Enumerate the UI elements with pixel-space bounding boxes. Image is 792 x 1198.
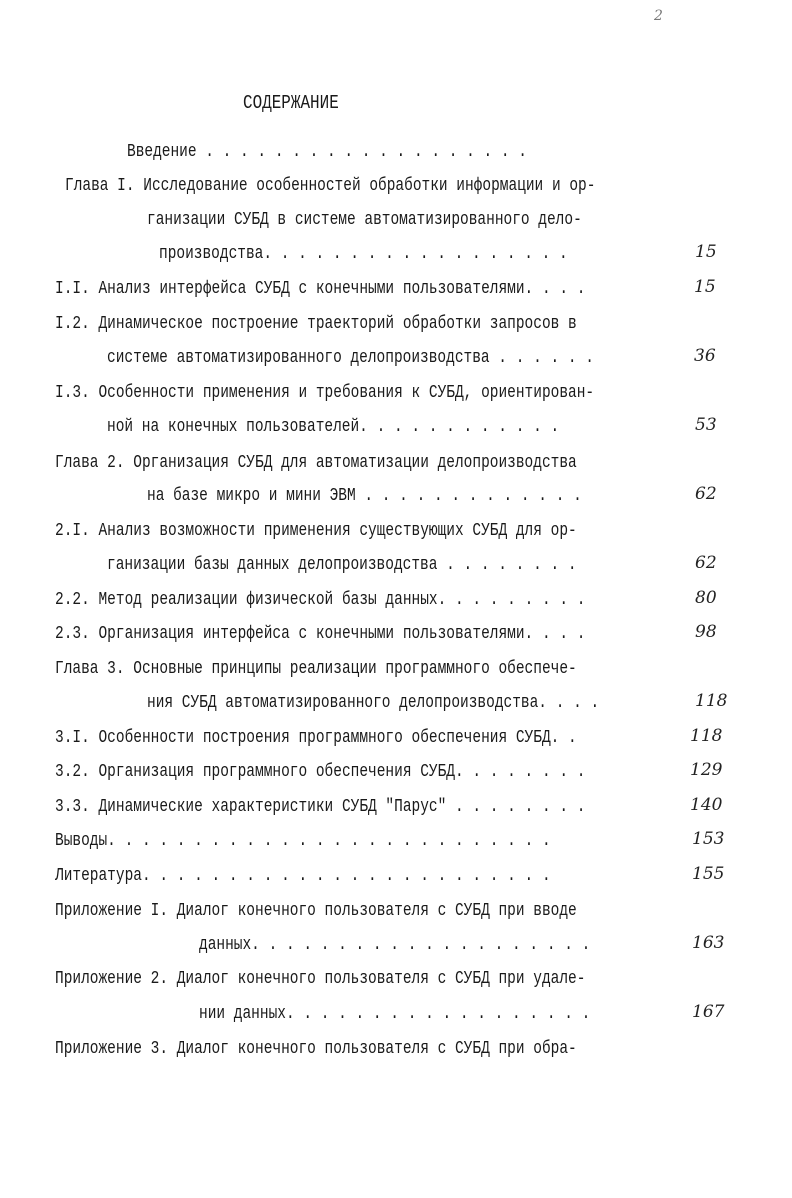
toc-entry [55,796,585,818]
toc-entry [127,141,527,163]
toc-page-number: 167 [692,1002,725,1022]
toc-entry [107,554,577,576]
toc-leader-dots: . . . . . . . . [437,555,577,575]
toc-entry-label: ганизации базы данных делопроизводства [107,555,438,575]
toc-page-number: 53 [695,415,717,435]
page-title: СОДЕРЖАНИЕ [243,92,339,114]
toc-page-number: 163 [692,933,725,953]
toc-entry [55,278,585,300]
toc-entry [55,900,577,922]
toc-leader-dots: . . . . . . [489,348,594,368]
toc-entry-label: Литература. [55,866,151,886]
toc-entry [55,313,577,335]
toc-page-number: 15 [694,277,716,297]
toc-entry [159,243,568,265]
toc-entry-label: 3.3. Динамические характеристики СУБД "Парус" [55,797,447,817]
toc-entry [107,416,559,438]
toc-leader-dots: . . . . . . . [463,762,586,782]
toc-page-number: 98 [695,622,717,642]
toc-page-number: 62 [695,484,717,504]
toc-page-number: 80 [695,588,717,608]
toc-page-number: 153 [692,829,725,849]
toc-entry-label: 3.I. Особенности построения программного обеспечения СУБД. [55,728,560,748]
toc-entry [55,589,585,611]
toc-leader-dots: . . . [533,624,586,644]
toc-entry [55,1038,577,1060]
toc-page-number: 155 [692,864,725,884]
toc-page-number: 118 [690,726,723,746]
toc-entry-label: 2.2. Метод реализации физической базы данных. [55,590,447,610]
toc-entry-label: Приложение 2. Диалог конечного пользователя с СУБД при удале- [55,969,586,989]
toc-leader-dots: . . . . . . . . [446,590,586,610]
toc-entry [55,761,585,783]
toc-page-number: 129 [690,760,723,780]
toc-entry [55,452,577,474]
toc-entry [55,623,585,645]
toc-entry-label: Глава I. Исследование особенностей обработки информации и ор- [65,176,596,196]
toc-leader-dots: . . . . . . . . . . . . . . . . . [294,1004,591,1024]
toc-page-number: 36 [694,346,716,366]
toc-entry [55,520,577,542]
toc-entry [147,692,599,714]
toc-entry-label: Выводы. [55,831,116,851]
toc-page-number: 140 [690,795,723,815]
toc-leader-dots: . . . . . . . . . . . [367,417,560,437]
toc-entry [199,934,590,956]
toc-entry-label: 3.2. Организация программного обеспечения СУБД. [55,762,464,782]
toc-entry-label: Введение [127,142,206,162]
toc-page-number: 118 [695,691,728,711]
toc-entry-label: Приложение 3. Диалог конечного пользователя с СУБД при обра- [55,1039,577,1059]
toc-entry [55,968,585,990]
toc-entry-label: системе автоматизированного делопроизводства [107,348,490,368]
toc-entry-label: на базе микро и мини ЭВМ [147,486,356,506]
toc-entry [55,382,594,404]
toc-entry-label: 2.I. Анализ возможности применения существующих СУБД для ор- [55,521,577,541]
toc-leader-dots: . [559,728,577,748]
toc-entry [107,347,594,369]
toc-leader-dots: . . . . . . . . . . . . . . . . . . . . . . . . . [115,831,551,851]
toc-leader-dots: . . . [546,693,600,713]
toc-entry [65,175,595,197]
toc-entry [55,727,577,749]
toc-entry-label: нии данных. [199,1004,295,1024]
toc-entry [55,658,577,680]
toc-leader-dots: . . . . . . . . . . . . . [355,486,582,506]
toc-leader-dots: . . . . . . . . . . . . . . . . . . . [259,935,591,955]
toc-leader-dots: . . . [533,279,586,299]
toc-entry-label: данных. [199,935,260,955]
toc-entry-label: 2.3. Организация интерфейса с конечными пользователями. [55,624,534,644]
toc-entry-label: Глава 2. Организация СУБД для автоматизации делопроизводства [55,453,577,473]
toc-entry-label: ной на конечных пользователей. [107,417,368,437]
page-number: 2 [654,8,663,24]
toc-entry [147,209,582,231]
toc-leader-dots: . . . . . . . . . . . . . . . . . [272,244,568,264]
toc-entry [55,865,551,887]
toc-entry [55,830,551,852]
toc-entry-label: Глава 3. Основные принципы реализации программного обеспече- [55,659,577,679]
toc-entry-label: I.2. Динамическое построение траекторий обработки запросов в [55,314,577,334]
toc-entry-label: Приложение I. Диалог конечного пользователя с СУБД при вводе [55,901,577,921]
toc-entry-label: ганизации СУБД в системе автоматизированного дело- [147,210,582,230]
toc-entry-label: ния СУБД автоматизированного делопроизводства. [147,693,547,713]
toc-entry-label: I.I. Анализ интерфейса СУБД с конечными пользователями. [55,279,534,299]
toc-entry-label: I.3. Особенности применения и требования к СУБД, ориентирован- [55,383,595,403]
toc-leader-dots: . . . . . . . . . . . . . . . . . . . . . . . [150,866,551,886]
toc-entry [199,1003,590,1025]
toc-leader-dots: . . . . . . . . [446,797,586,817]
toc-entry-label: производства. [159,244,273,264]
toc-entry [147,485,582,507]
toc-page-number: 15 [695,242,717,262]
toc-leader-dots: . . . . . . . . . . . . . . . . . . . [205,142,527,162]
toc-page-number: 62 [695,553,717,573]
